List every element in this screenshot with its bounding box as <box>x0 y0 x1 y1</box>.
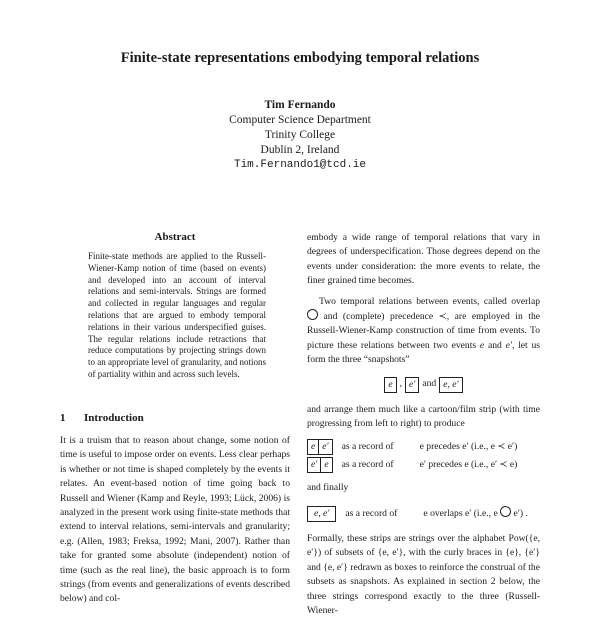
snapshot-box: e, e′ <box>439 377 462 393</box>
strip: e e′ <box>307 439 332 455</box>
paragraph-continued: embody a wide range of temporal relations that vary in degrees of underspecification. Those degrees depend on the events under consideration: the more events to relate, the finer grained time becomes. <box>307 232 540 287</box>
snapshots: e , e′ and e, e′ <box>307 377 540 393</box>
snapshot-box: e′ <box>405 377 419 393</box>
overlap-symbol-icon <box>307 309 318 320</box>
author-email[interactable]: Tim.Fernando1@tcd.ie <box>233 159 367 171</box>
paragraph-formal: Formally, these strips are strings over the alphabet Pow({e, e′}) of subsets of {e, e′}, with the curly braces in {e}, {e′} and {e, e′} redrawn as boxes to reinforce the construal of the subsets as snapshots. As explained in section 2 below, the three strings correspond exactly to the three (Russell-Wiener- <box>307 532 540 616</box>
paragraph-arrange: and arrange them much like a cartoon/film strip (with time progressing from left to right) to produce <box>307 403 540 430</box>
author-city: Dublin 2, Ireland <box>260 144 340 156</box>
strip: e′ e <box>307 457 332 473</box>
overlap-symbol-icon <box>500 506 511 517</box>
abstract-text: Finite-state methods are applied to the Russell-Wiener-Kamp notion of time (based on events) and developed into an account of interval relations and semi-intervals. Strings are formed and collected in regular languages and regular relations that are argued to embody temporal relations in their various underspecified guises. The regular relations include retractions that reduce computations by projecting strings down to an appropriate level of granularity, and notions of partiality within and across such levels. <box>88 251 266 379</box>
author-dept: Computer Science Department <box>229 114 371 126</box>
paragraph-relations: Two temporal relations between events, called overlap and (complete) precedence ≺, are employed in the Russell-Wiener-Kamp construction of time from events. To picture these relations between two events e and e′, let us form the three “snapshots” <box>307 295 540 366</box>
section-number: 1 <box>60 412 66 424</box>
snapshot-box: e <box>384 377 396 393</box>
author-name: Tim Fernando <box>264 99 336 111</box>
right-column <box>307 231 540 618</box>
paper-title: Finite-state representations embodying temporal relations <box>120 50 480 66</box>
record-row: e, e′ as a record of e overlaps e′ (i.e., e e′) . <box>307 506 540 522</box>
finally-text: and finally <box>307 482 349 494</box>
intro-paragraph: It is a truism that to reason about change, some notion of time is useful to impose order on events. Less clear perhaps is whether or not time is shaped completely by the events it relates. An event-based notion of time going back to Russell and Wiener (Kamp and Reyle, 1993; Lück, 2006) is analyzed in the present work using finite-state methods that extend to interval relations, semi-intervals and granularity; e.g. (Allen, 1983; Freksa, 1992; Mani, 2007). Rather than take for granted some absolute (independent) notion of time (such as the real line), the basic approach is to form strings (from events and generalizations of events described below) and col- <box>60 435 290 605</box>
section-heading <box>60 412 144 424</box>
record-row: e e′ as a record of e precedes e′ (i.e., e ≺ e′) <box>307 439 540 455</box>
abstract-heading: Abstract <box>154 231 196 243</box>
section-title: Introduction <box>84 412 144 424</box>
record-row: e′ e as a record of e′ precedes e (i.e., e′ ≺ e) <box>307 457 540 473</box>
strip: e, e′ <box>307 506 335 522</box>
author-institution: Trinity College <box>264 129 336 141</box>
